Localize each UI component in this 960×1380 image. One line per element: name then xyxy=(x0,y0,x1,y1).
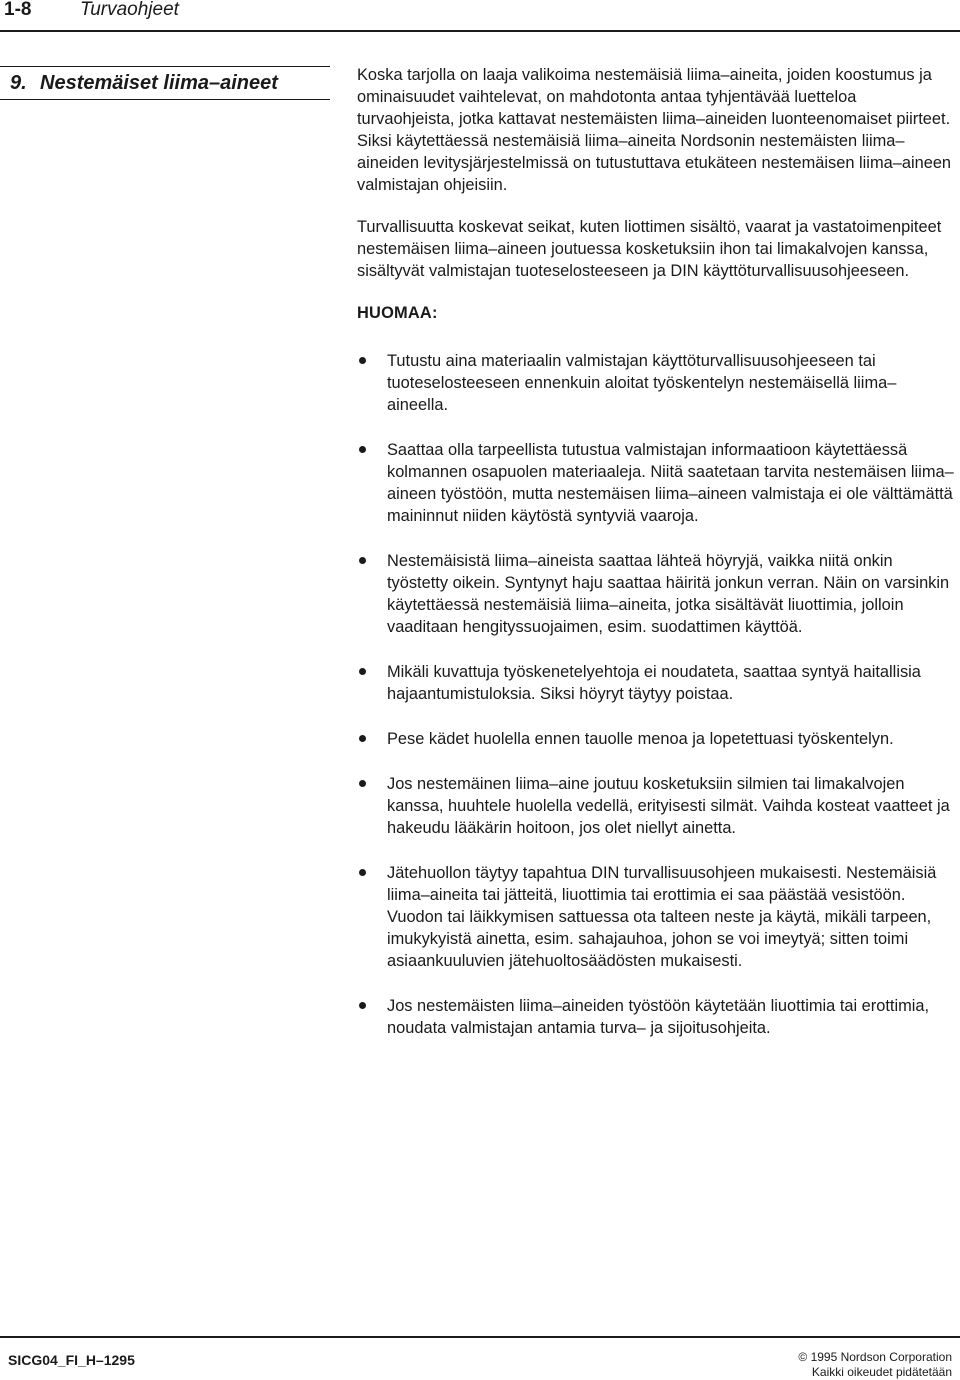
bullet-item xyxy=(357,862,957,972)
bullet-icon xyxy=(359,735,366,742)
bullet-text: Tutustu aina materiaalin valmistajan käyttöturvallisuusohjeeseen tai tuoteselosteeseen ennenkuin aloitat työskentelyn nestemäisellä liima–aineella. xyxy=(387,352,897,414)
chapter-title: Turvaohjeet xyxy=(80,0,179,20)
section-heading xyxy=(10,70,328,96)
bullet-text: Jos nestemäinen liima–aine joutuu kosketuksiin silmien tai limakalvojen kanssa, huuhtele huolella vedellä, erityisesti silmät. Vaihda kosteat vaatteet ja hakeudu lääkärin hoitoon, jos olet niellyt ainetta. xyxy=(387,775,950,837)
bullet-text: Pese kädet huolella ennen tauolle menoa ja lopetettuasi työskentelyn. xyxy=(387,730,894,748)
rights-line: Kaikki oikeudet pidätetään xyxy=(811,1365,952,1379)
heading-rule-bottom xyxy=(0,99,330,100)
body-text-column xyxy=(357,64,957,1062)
document-code: SICG04_FI_H–1295 xyxy=(8,1352,135,1368)
bullet-icon xyxy=(359,869,366,876)
bullet-icon xyxy=(359,1002,366,1009)
bullet-item xyxy=(357,728,957,750)
page-header xyxy=(0,0,960,26)
bullet-item xyxy=(357,995,957,1039)
paragraph-safety-info: Turvallisuutta koskevat seikat, kuten liottimen sisältö, vaarat ja vastatoimenpiteet nestemäisen liima–aineen joutuessa kosketuksiin ihon tai limakalvojen kanssa, sisältyvät valmistajan tuoteselosteeseen ja DIN käyttöturvallisuusohjeeseen. xyxy=(357,218,942,280)
bullet-item xyxy=(357,439,957,527)
copyright-notice xyxy=(798,1350,952,1380)
bullet-item xyxy=(357,773,957,839)
bullet-text: Saattaa olla tarpeellista tutustua valmistajan informaatioon käytettäessä kolmannen osapuolen materiaaleja. Niitä saatetaan tarvita nestemäisen liima–aineen työstöön, mutta nestemäisen liima–aineen valmistaja ei ole välttämättä maininnut niiden käytöstä syntyviä vaaroja. xyxy=(387,441,954,525)
bullet-text: Jätehuollon täytyy tapahtua DIN turvallisuusohjeen mukaisesti. Nestemäisiä liima–aineita tai jätteitä, liuottimia tai erottimia ei saa päästää vesistöön. Vuodon tai läikkymisen sattuessa ota talteen neste ja käytä, mikäli tarpeen, imukykyistä ainetta, esim. sahajauhoa, johon se voi imeytyä; sitten toimi asiaankuuluvien jätehuoltosäädösten mukaisesti. xyxy=(387,864,937,970)
note-label: HUOMAA: xyxy=(357,304,438,322)
section-number: 9. xyxy=(10,72,27,94)
paragraph-intro: Koska tarjolla on laaja valikoima nestemäisiä liima–aineita, joiden koostumus ja ominaisuudet vaihtelevat, on mahdotonta antaa tyhjentävää luetteloa turvaohjeista, jotka kattavat nestemäisten liima–aineiden luonteenomaiset piirteet. Siksi käytettäessä nestemäisiä liima–aineita Nordsonin nestemäisten liima–aineiden levitysjärjestelmissä on tutustuttava etukäteen nestemäisen liima–aineen valmistajan ohjeisiin. xyxy=(357,66,952,194)
header-rule xyxy=(0,30,960,32)
bullet-text: Jos nestemäisten liima–aineiden työstöön käytetään liuottimia tai erottimia, noudata valmistajan antamia turva– ja sijoitusohjeita. xyxy=(387,997,930,1037)
safety-bullet-list xyxy=(357,350,957,1039)
bullet-icon xyxy=(359,780,366,787)
bullet-item xyxy=(357,550,957,638)
bullet-text: Mikäli kuvattuja työskenetelyehtoja ei noudateta, saattaa syntyä haitallisia hajaantumistuloksia. Siksi höyryt täytyy poistaa. xyxy=(387,663,921,703)
copyright-line: © 1995 Nordson Corporation xyxy=(798,1350,952,1364)
footer-rule xyxy=(0,1336,960,1338)
bullet-icon xyxy=(359,557,366,564)
bullet-icon xyxy=(359,446,366,453)
bullet-item xyxy=(357,350,957,416)
page-number: 1-8 xyxy=(4,0,32,20)
bullet-text: Nestemäisistä liima–aineista saattaa lähteä höyryjä, vaikka niitä onkin työstetty oikein. Syntynyt haju saattaa häiritä jonkun verran. Näin on varsinkin käytettäessä nestemäisiä liima–aineita, jotka sisältävät liuottimia, jolloin vaaditaan hengityssuojaimen, esim. suodattimen käyttöä. xyxy=(387,552,950,636)
bullet-icon xyxy=(359,357,366,364)
bullet-item xyxy=(357,661,957,705)
section-title: Nestemäiset liima–aineet xyxy=(40,72,278,94)
heading-rule-top xyxy=(0,66,330,67)
bullet-icon xyxy=(359,668,366,675)
